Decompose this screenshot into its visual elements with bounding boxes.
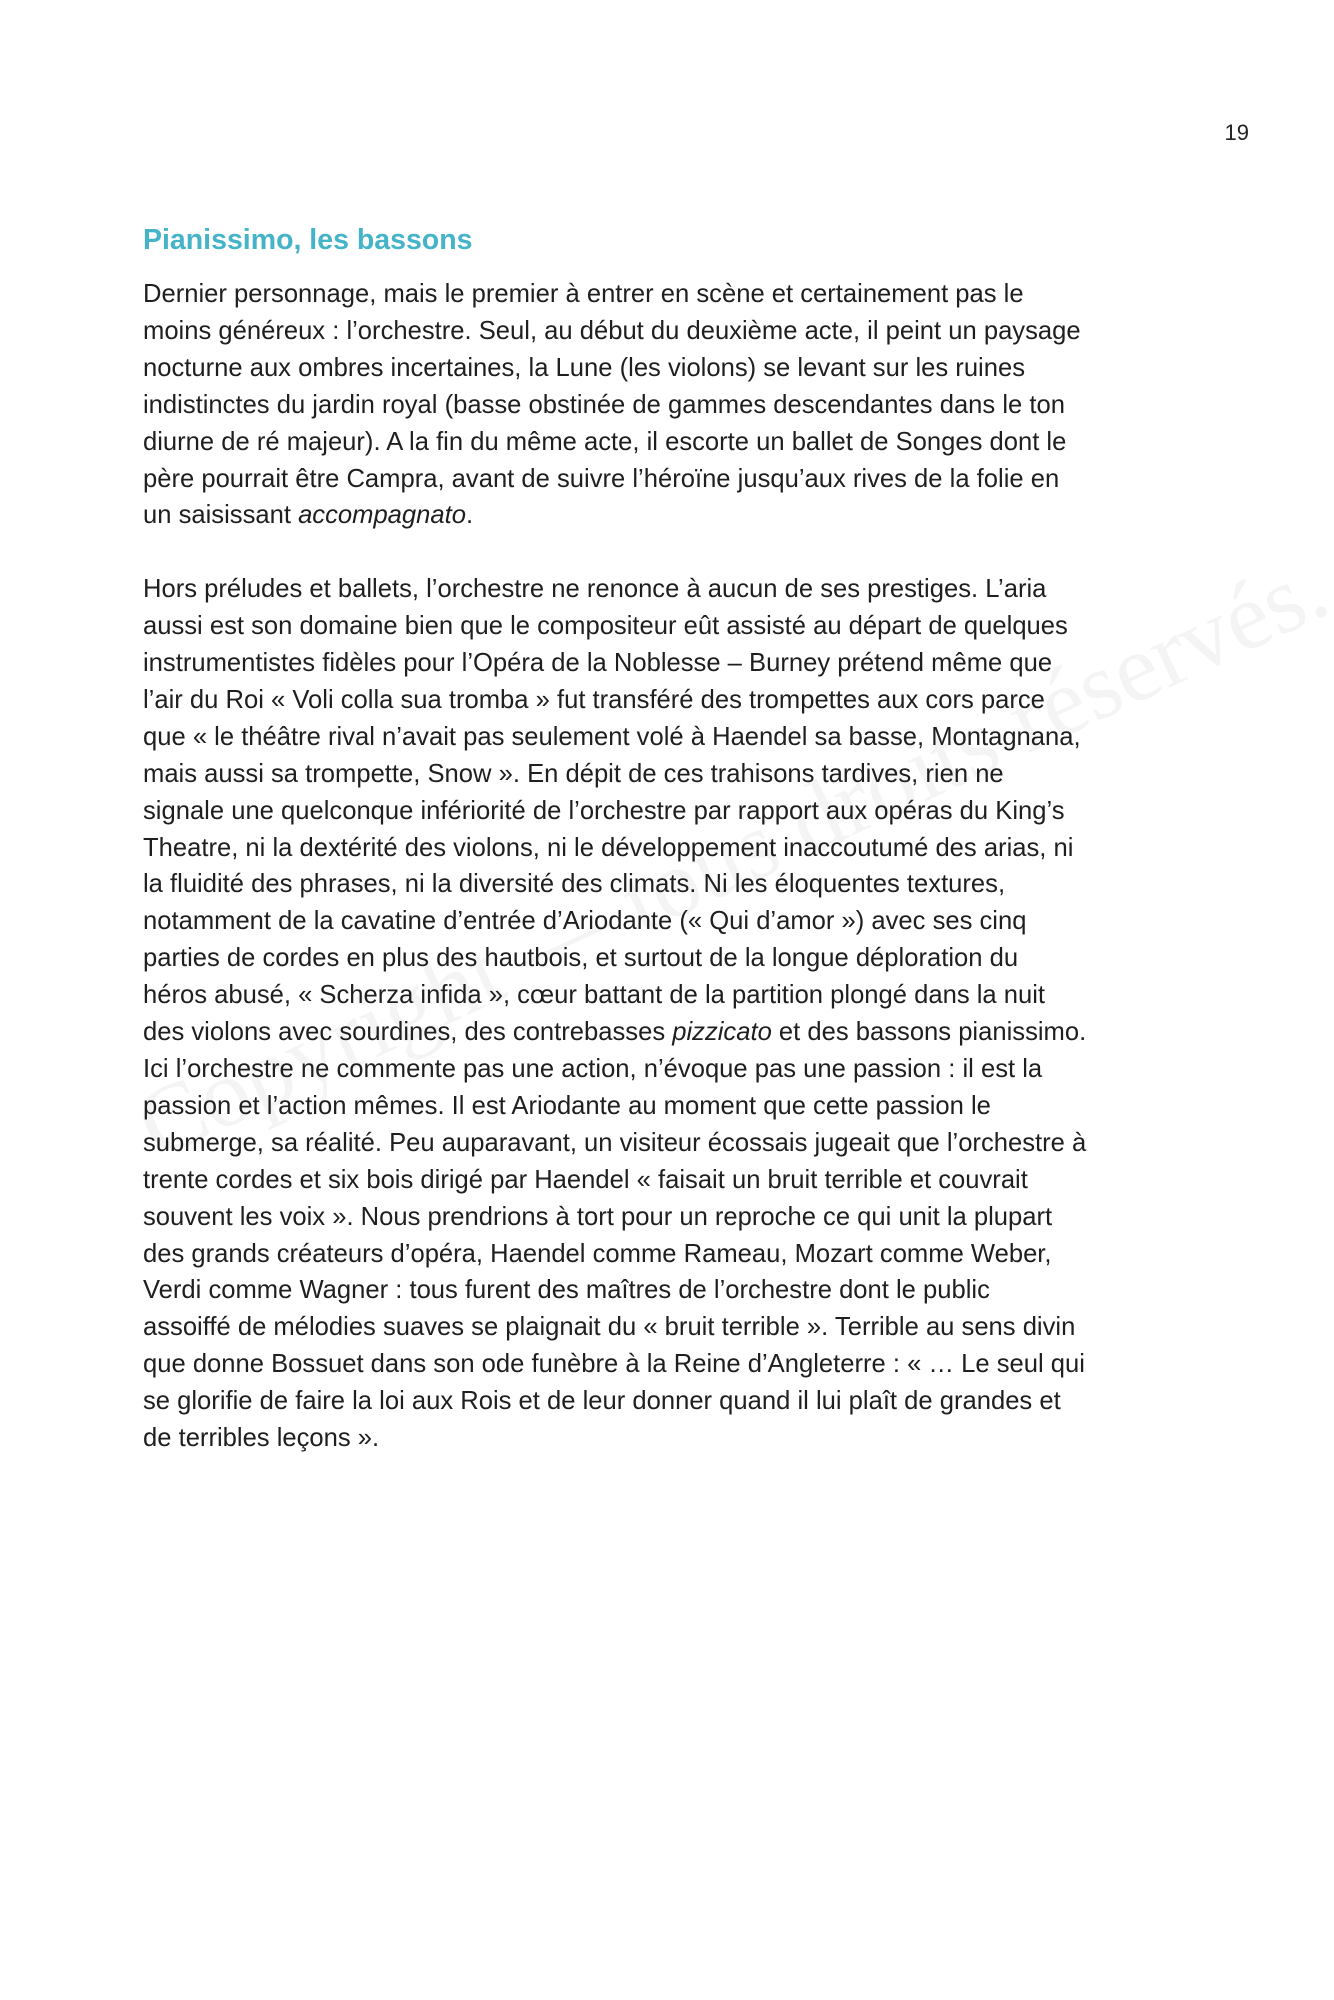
text-run: et des bassons pianissimo.	[771, 1018, 1087, 1047]
text-line: mais aussi sa trompette, Snow ». En dépit de ces trahisons tardives, rien ne	[143, 759, 1004, 788]
text-line: parties de cordes en plus des hautbois, et surtout de la longue déploration du	[143, 944, 1019, 973]
text-line: Verdi comme Wagner : tous furent des maîtres de l’orchestre dont le public	[143, 1276, 990, 1305]
text-line: Ici l’orchestre ne commente pas une action, n’évoque pas une passion : il est la	[143, 1055, 1043, 1084]
text-line: instrumentistes fidèles pour l’Opéra de la Noblesse – Burney prétend même que	[143, 649, 1053, 678]
paragraph-1	[143, 276, 1191, 534]
text-line: père pourrait être Campra, avant de suivre l’héroïne jusqu’aux rives de la folie en	[143, 464, 1060, 493]
text-line: Theatre, ni la dextérité des violons, ni le développement inaccoutumé des arias, ni	[143, 833, 1074, 862]
text-line: se glorifie de faire la loi aux Rois et de leur donner quand il lui plaît de grandes et	[143, 1387, 1061, 1416]
text-line: aussi est son domaine bien que le compositeur eût assisté au départ de quelques	[143, 612, 1068, 641]
text-line	[143, 497, 1191, 534]
text-run: un saisissant	[143, 501, 299, 530]
text-line: Hors préludes et ballets, l’orchestre ne renonce à aucun de ses prestiges. L’aria	[143, 575, 1047, 604]
text-run: des violons avec sourdines, des contrebasses	[143, 1018, 673, 1047]
text-run: .	[465, 501, 474, 530]
text-line	[143, 1014, 1191, 1051]
text-line: signale une quelconque infériorité de l’orchestre par rapport aux opéras du King’s	[143, 796, 1065, 825]
text-line: nocturne aux ombres incertaines, la Lune (les violons) se levant sur les ruines	[143, 353, 1026, 382]
text-line: passion et l’action mêmes. Il est Ariodante au moment que cette passion le	[143, 1091, 991, 1120]
page-content	[143, 218, 1191, 1457]
text-line: diurne de ré majeur). A la fin du même acte, il escorte un ballet de Songes dont le	[143, 427, 1067, 456]
text-line: trente cordes et six bois dirigé par Haendel « faisait un bruit terrible et couvrait	[143, 1165, 1028, 1194]
text-line: assoiffé de mélodies suaves se plaignait du « bruit terrible ». Terrible au sens divin	[143, 1313, 1076, 1342]
text-line: des grands créateurs d’opéra, Haendel comme Rameau, Mozart comme Weber,	[143, 1239, 1052, 1268]
paragraph-2	[143, 571, 1191, 1457]
italic-term: accompagnato	[298, 501, 466, 530]
page-number: 19	[1224, 120, 1249, 145]
text-line: que « le théâtre rival n’avait pas seulement volé à Haendel sa basse, Montagnana,	[143, 722, 1081, 751]
text-line: l’air du Roi « Voli colla sua tromba » fut transféré des trompettes aux cors parce	[143, 685, 1045, 714]
text-line: Dernier personnage, mais le premier à entrer en scène et certainement pas le	[143, 280, 1024, 308]
italic-term: pizzicato	[672, 1018, 772, 1047]
text-line: submerge, sa réalité. Peu auparavant, un visiteur écossais jugeait que l’orchestre à	[143, 1128, 1087, 1157]
text-line: notamment de la cavatine d’entrée d’Ariodante (« Qui d’amor ») avec ses cinq	[143, 907, 1027, 936]
text-line: la fluidité des phrases, ni la diversité des climats. Ni les éloquentes textures,	[143, 870, 1006, 899]
text-line: souvent les voix ». Nous prendrions à tort pour un reproche ce qui unit la plupart	[143, 1202, 1053, 1231]
text-line: moins généreux : l’orchestre. Seul, au début du deuxième acte, il peint un paysage	[143, 316, 1081, 345]
text-line: indistinctes du jardin royal (basse obstinée de gammes descendantes dans le ton	[143, 390, 1065, 419]
text-line: héros abusé, « Scherza infida », cœur battant de la partition plongé dans la nuit	[143, 981, 1046, 1010]
section-heading: Pianissimo, les bassons	[143, 224, 473, 256]
text-line: que donne Bossuet dans son ode funèbre à la Reine d’Angleterre : « … Le seul qui	[143, 1350, 1085, 1379]
text-line: de terribles leçons ».	[143, 1424, 380, 1453]
